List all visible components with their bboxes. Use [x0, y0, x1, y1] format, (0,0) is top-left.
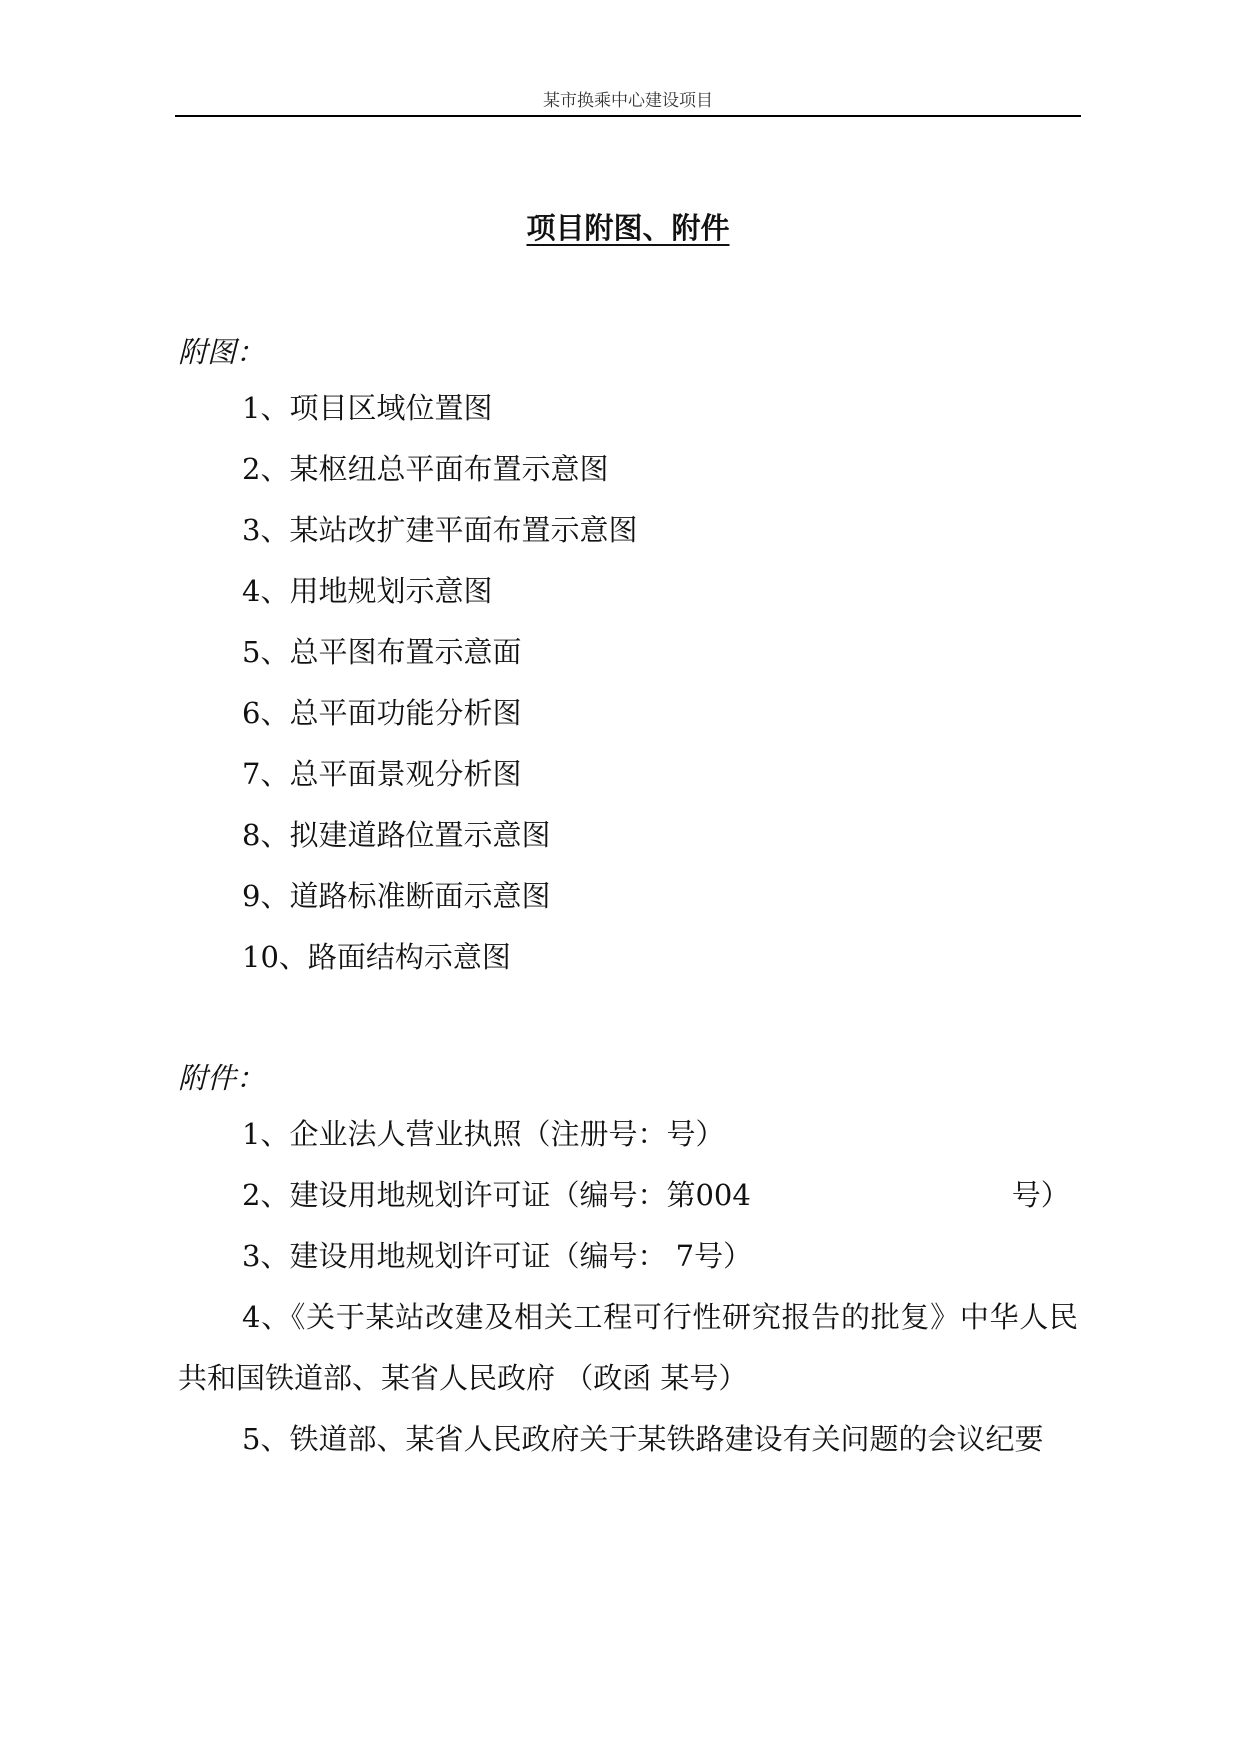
attachment-item: 2、建设用地规划许可证（编号：第004 号）	[242, 1178, 1070, 1212]
attachment-item: 4、《关于某站改建及相关工程可行性研究报告的批复》中华人民共和国铁道部、某省人民政府 （政函 某号）	[178, 1300, 1078, 1395]
header-rule	[175, 115, 1081, 117]
figure-item: 1、项目区域位置图	[242, 391, 493, 425]
attachment-item: 1、企业法人营业执照（注册号：号）	[242, 1117, 725, 1151]
figure-item: 2、某枢纽总平面布置示意图	[242, 452, 609, 486]
document-title-text: 项目附图、附件	[526, 211, 730, 245]
attachment-item: 3、建设用地规划许可证（编号： 7号）	[242, 1239, 753, 1273]
figure-item: 4、用地规划示意图	[242, 574, 493, 608]
figure-item: 10、路面结构示意图	[242, 940, 511, 974]
document-title	[175, 206, 1081, 247]
figure-item: 5、总平图布置示意面	[242, 635, 522, 669]
figure-item: 3、某站改扩建平面布置示意图	[242, 513, 638, 547]
figure-item: 8、拟建道路位置示意图	[242, 818, 551, 852]
figure-item: 6、总平面功能分析图	[242, 696, 522, 730]
figures-heading: 附图：	[178, 335, 266, 369]
running-header: 某市换乘中心建设项目	[543, 91, 713, 111]
attachments-list	[178, 1104, 1078, 1470]
attachments-heading: 附件：	[178, 1061, 266, 1095]
figure-item: 9、道路标准断面示意图	[242, 879, 551, 913]
figure-item: 7、总平面景观分析图	[242, 757, 522, 791]
figures-list	[178, 378, 1078, 988]
attachment-item: 5、铁道部、某省人民政府关于某铁路建设有关问题的会议纪要	[242, 1422, 1044, 1456]
